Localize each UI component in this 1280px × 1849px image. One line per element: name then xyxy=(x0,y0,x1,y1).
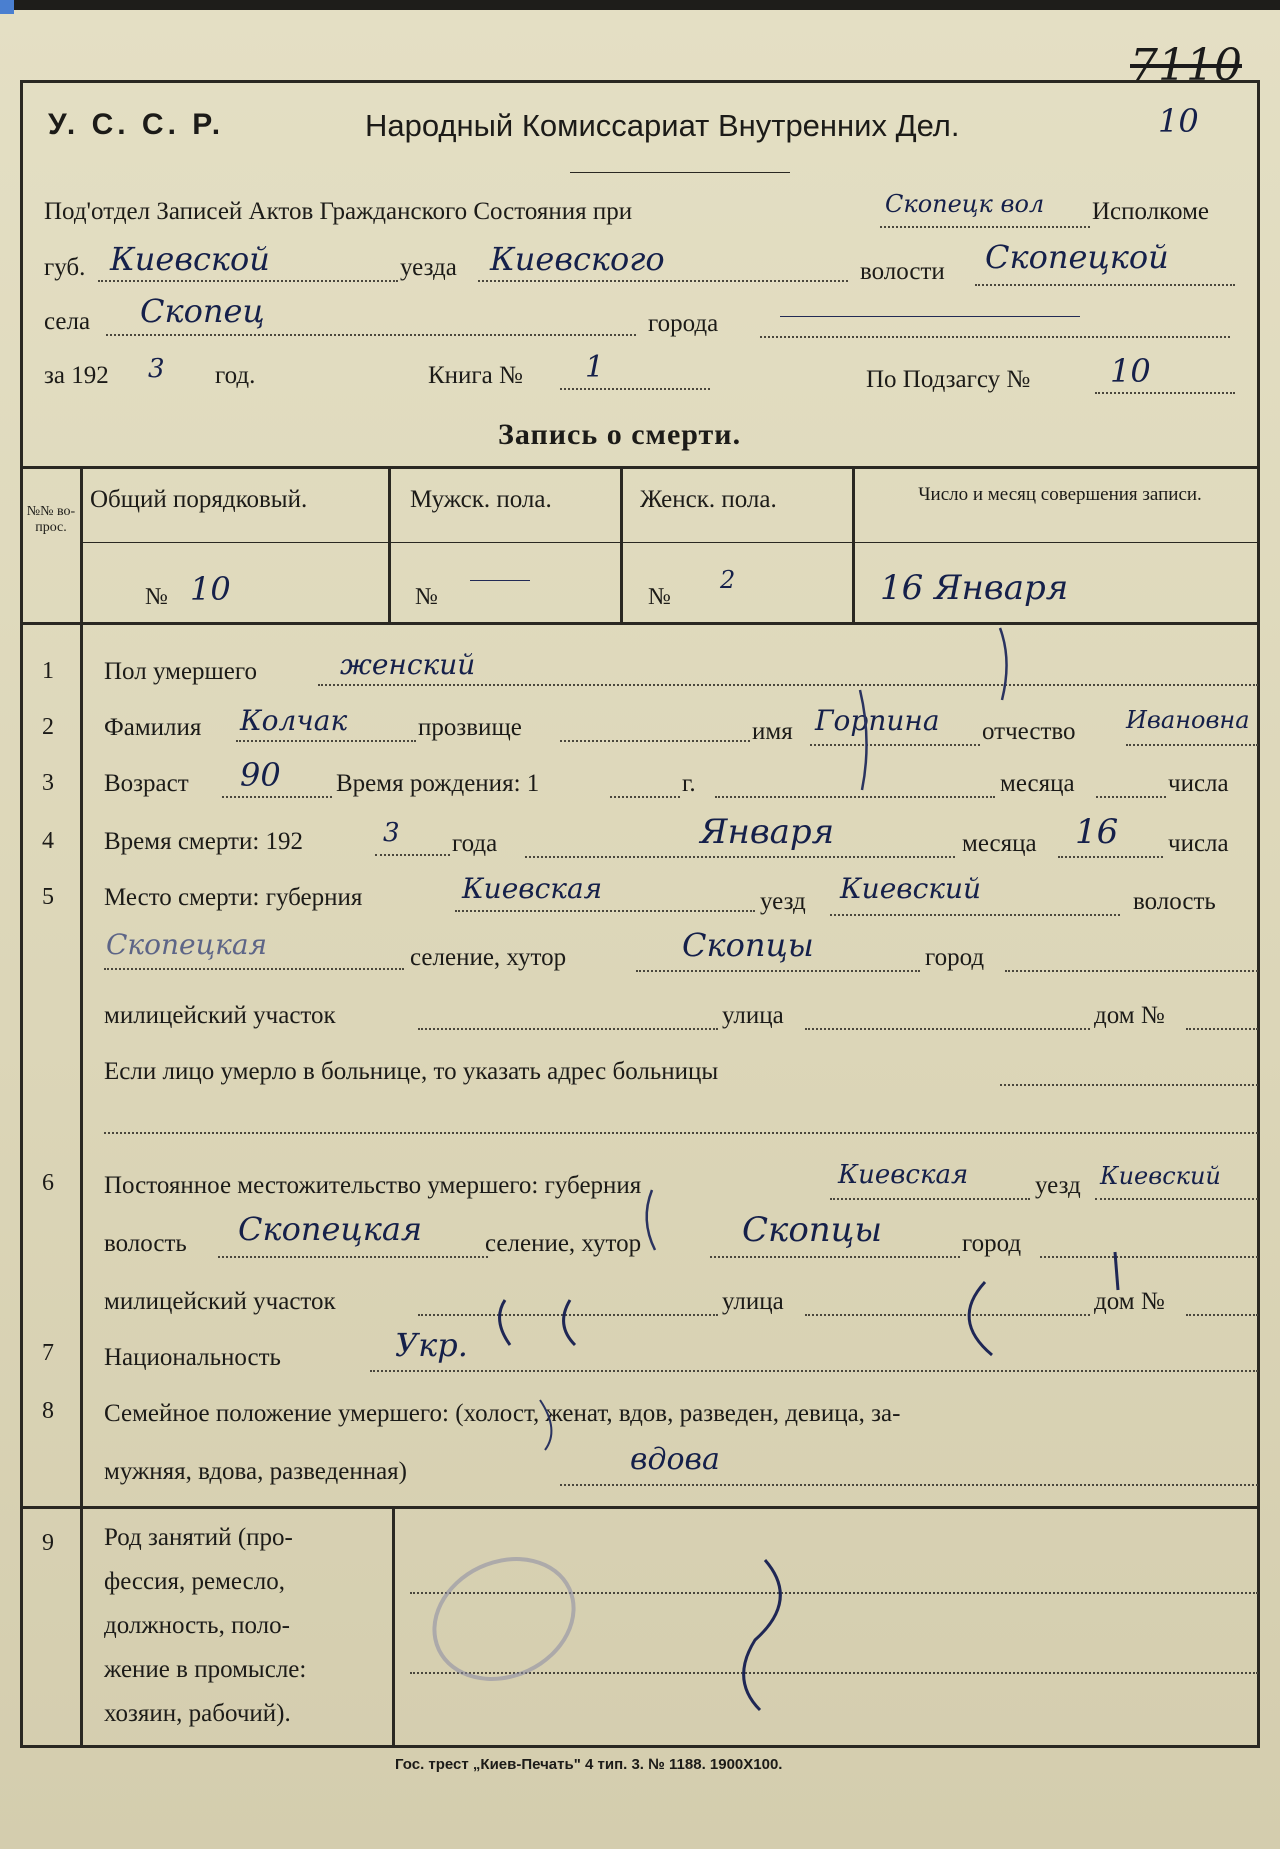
nickname-label: прозвище xyxy=(418,714,522,741)
male-no-sign: № xyxy=(415,584,438,610)
birth-month-line xyxy=(715,796,995,798)
residence-selenie-label: селение, хутор xyxy=(485,1230,642,1257)
gub-line xyxy=(98,280,398,282)
goroda-line xyxy=(760,336,1230,338)
hospital-line-2 xyxy=(104,1132,1258,1134)
occupation-label-5: хозяин, рабочий). xyxy=(104,1700,291,1727)
occupation-label-1: Род занятий (про- xyxy=(104,1524,293,1551)
residence-militia-label: милицейский участок xyxy=(104,1288,336,1315)
col-date-header: Число и месяц совершения записи. xyxy=(918,484,1202,505)
name-value: Горпина xyxy=(815,704,940,737)
sex-value: женский xyxy=(340,648,476,681)
rows-column-rule xyxy=(80,622,83,1748)
birth-day-line xyxy=(1096,796,1166,798)
row-8-number: 8 xyxy=(42,1398,54,1424)
record-date: 16 Января xyxy=(880,568,1069,608)
ispolkom-value: Скопецк вол xyxy=(885,190,1045,218)
table-col-3 xyxy=(620,466,623,622)
corner-number: 7110 xyxy=(1130,40,1242,91)
death-gorod-line xyxy=(1005,970,1258,972)
death-house-label: дом № xyxy=(1094,1002,1165,1029)
nationality-label: Национальность xyxy=(104,1344,281,1371)
name-label: имя xyxy=(752,718,793,745)
residence-volost-label: волость xyxy=(104,1230,187,1257)
row-2-number: 2 xyxy=(42,714,54,740)
nationality-value: Укр. xyxy=(395,1326,468,1364)
death-place-label: Место смерти: губерния xyxy=(104,884,363,911)
marital-line xyxy=(560,1484,1258,1486)
death-year-line xyxy=(375,854,450,856)
patronymic-label: отчество xyxy=(982,718,1076,745)
row-4-number: 4 xyxy=(42,828,54,854)
podzagsu-label: По Подзагсу № xyxy=(866,366,1031,393)
year-suffix: год. xyxy=(215,362,256,389)
row-3-number: 3 xyxy=(42,770,54,796)
col-nn-header: №№ во- прос. xyxy=(26,504,76,535)
residence-gorod-label: город xyxy=(962,1230,1022,1257)
gub-value: Киевской xyxy=(110,240,270,278)
death-gorod-label: город xyxy=(925,944,985,971)
residence-gub-line xyxy=(830,1198,1030,1200)
occupation-top-rule xyxy=(20,1506,1260,1509)
hospital-label: Если лицо умерло в больнице, то указать адрес больницы xyxy=(104,1058,719,1085)
death-uezd-line xyxy=(830,914,1120,916)
uezd-value: Киевского xyxy=(490,240,665,278)
page-number: 10 xyxy=(1158,102,1199,140)
birth-month-label: месяца xyxy=(1000,770,1075,797)
surname-value: Колчак xyxy=(240,704,348,737)
printer-imprint: Гос. трест „Киев-Печать" 4 тип. 3. № 1188. 1900Х100. xyxy=(395,1756,783,1773)
death-month-value: Января xyxy=(700,812,835,852)
birth-year-line xyxy=(610,796,680,798)
age-label: Возраст xyxy=(104,770,189,797)
residence-uezd-line xyxy=(1095,1198,1258,1200)
name-line xyxy=(810,744,980,746)
death-month-line xyxy=(525,856,955,858)
residence-militia-line xyxy=(418,1314,718,1316)
death-selenie-line xyxy=(636,970,920,972)
uezd-line xyxy=(478,280,848,282)
residence-gub-value: Киевская xyxy=(838,1160,969,1190)
general-number: 10 xyxy=(190,570,231,608)
marital-label-2: мужняя, вдова, разведенная) xyxy=(104,1458,408,1485)
death-street-label: улица xyxy=(722,1002,784,1029)
occupation-label-4: жение в промысле: xyxy=(104,1656,307,1683)
death-volost-label: волость xyxy=(1133,888,1216,915)
volost-label: волости xyxy=(860,258,945,285)
selo-value: Скопец xyxy=(140,292,265,330)
surname-line xyxy=(236,740,416,742)
volost-value: Скопецкой xyxy=(985,238,1169,276)
general-no-sign: № xyxy=(145,584,168,610)
row-9-number: 9 xyxy=(42,1530,54,1556)
occupation-label-3: должность, поло- xyxy=(104,1612,290,1639)
row-7-number: 7 xyxy=(42,1340,54,1366)
table-col-4 xyxy=(852,466,855,622)
patronymic-value: Ивановна xyxy=(1126,706,1250,734)
death-goda-label: года xyxy=(452,830,498,857)
table-col-1 xyxy=(80,466,83,622)
kniga-line xyxy=(560,388,710,390)
republic-title: У. С. С. Р. xyxy=(48,108,225,141)
residence-street-line xyxy=(805,1314,1090,1316)
death-militia-label: милицейский участок xyxy=(104,1002,336,1029)
row-6-number: 6 xyxy=(42,1170,54,1196)
death-uezd-label: уезд xyxy=(760,888,806,915)
table-header-rule xyxy=(80,542,1260,543)
residence-house-label: дом № xyxy=(1094,1288,1165,1315)
row-1-number: 1 xyxy=(42,658,54,684)
surname-label: Фамилия xyxy=(104,714,202,741)
year-label: за 192 xyxy=(44,362,109,389)
patronymic-line xyxy=(1126,744,1258,746)
residence-volost-line xyxy=(218,1256,488,1258)
table-bottom-rule xyxy=(20,622,1260,625)
ispolkom-line xyxy=(880,226,1090,228)
kniga-value: 1 xyxy=(585,350,605,385)
death-day-label: числа xyxy=(1168,830,1229,857)
residence-uezd-label: уезд xyxy=(1035,1172,1081,1199)
residence-house-line xyxy=(1186,1314,1258,1316)
marital-label-1: Семейное положение умершего: (холост, женат, вдов, разведен, девица, за- xyxy=(104,1400,901,1427)
death-volost-value: Скопецкая xyxy=(106,928,268,961)
birth-year-suffix: г. xyxy=(682,770,696,797)
hospital-line-1 xyxy=(1000,1084,1258,1086)
residence-street-label: улица xyxy=(722,1288,784,1315)
kniga-label: Книга № xyxy=(428,362,523,389)
goroda-label: города xyxy=(648,310,719,337)
death-selenie-value: Скопцы xyxy=(682,926,814,964)
occupation-label-2: фессия, ремесло, xyxy=(104,1568,285,1595)
male-dash xyxy=(470,580,530,581)
death-volost-line xyxy=(104,968,404,970)
death-year-value: 3 xyxy=(383,818,400,848)
death-street-line xyxy=(805,1028,1090,1030)
residence-label: Постоянное местожительство умершего: губерния xyxy=(104,1172,642,1199)
female-no-sign: № xyxy=(648,584,671,610)
death-house-line xyxy=(1186,1028,1258,1030)
residence-volost-value: Скопецкая xyxy=(238,1210,423,1248)
gub-label: губ. xyxy=(44,254,86,281)
female-number: 2 xyxy=(720,566,736,594)
marital-value: вдова xyxy=(630,1442,720,1477)
table-top-rule xyxy=(20,466,1260,469)
birth-day-label: числа xyxy=(1168,770,1229,797)
uezd-label: уезда xyxy=(400,254,457,281)
death-selenie-label: селение, хутор xyxy=(410,944,567,971)
sex-line xyxy=(318,684,1258,686)
year-value: 3 xyxy=(148,354,165,384)
death-gub-value: Киевская xyxy=(462,872,603,905)
residence-selenie-line xyxy=(710,1256,960,1258)
ispolkom-suffix: Исполкоме xyxy=(1092,198,1209,225)
death-militia-line xyxy=(418,1028,718,1030)
podzagsu-line xyxy=(1095,392,1235,394)
nickname-line xyxy=(560,740,750,742)
nationality-line xyxy=(370,1370,1258,1372)
birth-label: Время рождения: 1 xyxy=(336,770,540,797)
residence-selenie-value: Скопцы xyxy=(742,1210,883,1250)
death-month-label: месяца xyxy=(962,830,1037,857)
selo-line xyxy=(106,334,636,336)
row-5-number: 5 xyxy=(42,884,54,910)
header-underline xyxy=(570,172,790,173)
volost-line xyxy=(975,284,1235,286)
residence-gorod-line xyxy=(1040,1256,1258,1258)
podzagsu-value: 10 xyxy=(1110,352,1151,390)
table-col-2 xyxy=(388,466,391,622)
sex-label: Пол умершего xyxy=(104,658,258,685)
record-title: Запись о смерти. xyxy=(498,418,742,451)
death-day-line xyxy=(1058,856,1163,858)
age-line xyxy=(222,796,332,798)
occupation-line-2 xyxy=(410,1672,1258,1674)
goroda-dash xyxy=(780,316,1080,317)
occupation-divider xyxy=(392,1506,395,1748)
col-male-header: Мужск. пола. xyxy=(410,486,552,513)
death-day-value: 16 xyxy=(1075,812,1119,852)
col-general-header: Общий порядковый. xyxy=(90,486,308,513)
residence-uezd-value: Киевский xyxy=(1100,1162,1221,1190)
commissariat-title: Народный Комиссариат Внутренних Дел. xyxy=(365,108,960,143)
scan-edge-mark xyxy=(0,0,14,14)
col-female-header: Женск. пола. xyxy=(640,486,777,513)
scan-edge xyxy=(14,0,1280,10)
death-uezd-value: Киевский xyxy=(840,872,982,905)
death-gub-line xyxy=(455,910,755,912)
selo-label: села xyxy=(44,308,91,335)
age-value: 90 xyxy=(240,756,281,794)
death-time-label: Время смерти: 192 xyxy=(104,828,304,855)
subdepartment-label: Под'отдел Записей Актов Гражданского Состояния при xyxy=(44,198,633,225)
